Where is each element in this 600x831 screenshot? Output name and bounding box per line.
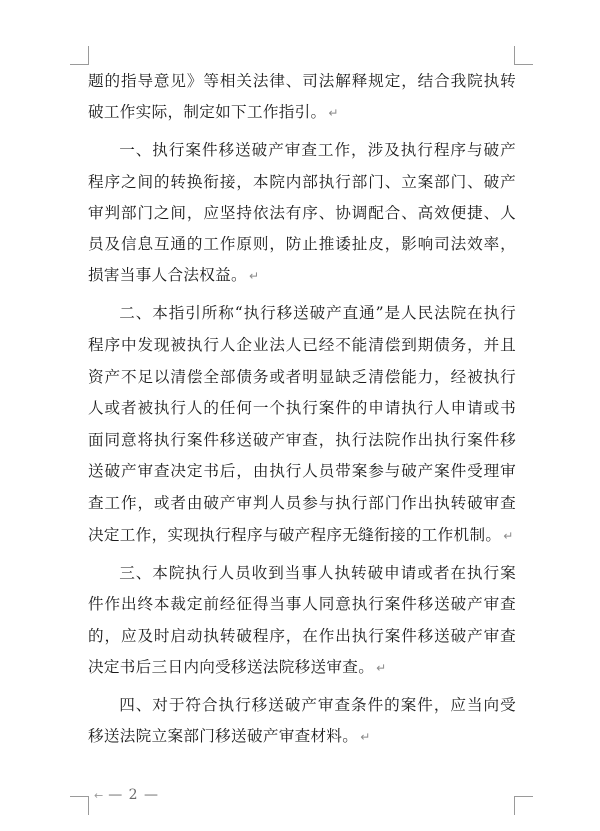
margin-corner-bottom-right bbox=[514, 796, 533, 815]
paragraph-text: 四、对于符合执行移送破产审查条件的案件，应当向受移送法院立案部门移送破产审查材料。 bbox=[88, 695, 516, 746]
paragraph-text: 题的指导意见》等相关法律、司法解释规定，结合我院执转破工作实际，制定如下工作指引。 bbox=[88, 72, 516, 122]
paragraph-mark-icon: ↵ bbox=[248, 269, 260, 284]
margin-corner-top-left bbox=[70, 46, 89, 65]
paragraph bbox=[88, 66, 516, 129]
page-number: — 2 — bbox=[108, 787, 160, 803]
paragraph bbox=[88, 298, 516, 552]
margin-corner-bottom-left bbox=[70, 796, 89, 815]
footer-marker-icon: ← bbox=[94, 789, 105, 802]
paragraph-mark-icon: ↵ bbox=[360, 730, 371, 745]
paragraph-text: 一、执行案件移送破产审查工作，涉及执行程序与破产程序之间的转换衔接，本院内部执行部门、立案部门、破产审判部门之间，应坚持依法有序、协调配合、高效便捷、人员及信息互通的工作原则，防止推诿扯皮，影响司法效率，损害当事人合法权益。 bbox=[88, 141, 516, 285]
margin-corner-top-right bbox=[514, 46, 533, 65]
paragraph-mark-icon: ↵ bbox=[503, 528, 514, 543]
document-body[interactable] bbox=[88, 66, 516, 753]
page-footer bbox=[94, 787, 159, 803]
paragraph-mark-icon: ↵ bbox=[328, 106, 339, 121]
paragraph-mark-icon: ↵ bbox=[376, 660, 387, 675]
paragraph bbox=[88, 135, 516, 292]
paragraph bbox=[88, 558, 516, 684]
paragraph-text: 三、本院执行人员收到当事人执转破申请或者在执行案件作出终本裁定前经征得当事人同意执行案件移送破产审查的，应及时启动执转破程序，在作出执行案件移送破产审查决定书后三日内向受移送法院移送审查。 bbox=[88, 564, 516, 676]
paragraph-text: 二、本指引所称“执行移送破产直通”是人民法院在执行程序中发现被执行人企业法人已经不能清偿到期债务，并且资产不足以清偿全部债务或者明显缺乏清偿能力，经被执行人或者被执行人的任何一个执行案件的申请执行人申请或书面同意将执行案件移送破产审查，执行法院作出执行案件移送破产审查决定书后，由执行人员带案参与破产案件受理审查工作，或者由破产审判人员参与执行部门作出执转破审查决定工作，实现执行程序与破产程序无缝衔接的工作机制。 bbox=[88, 304, 516, 544]
paragraph bbox=[88, 690, 516, 753]
